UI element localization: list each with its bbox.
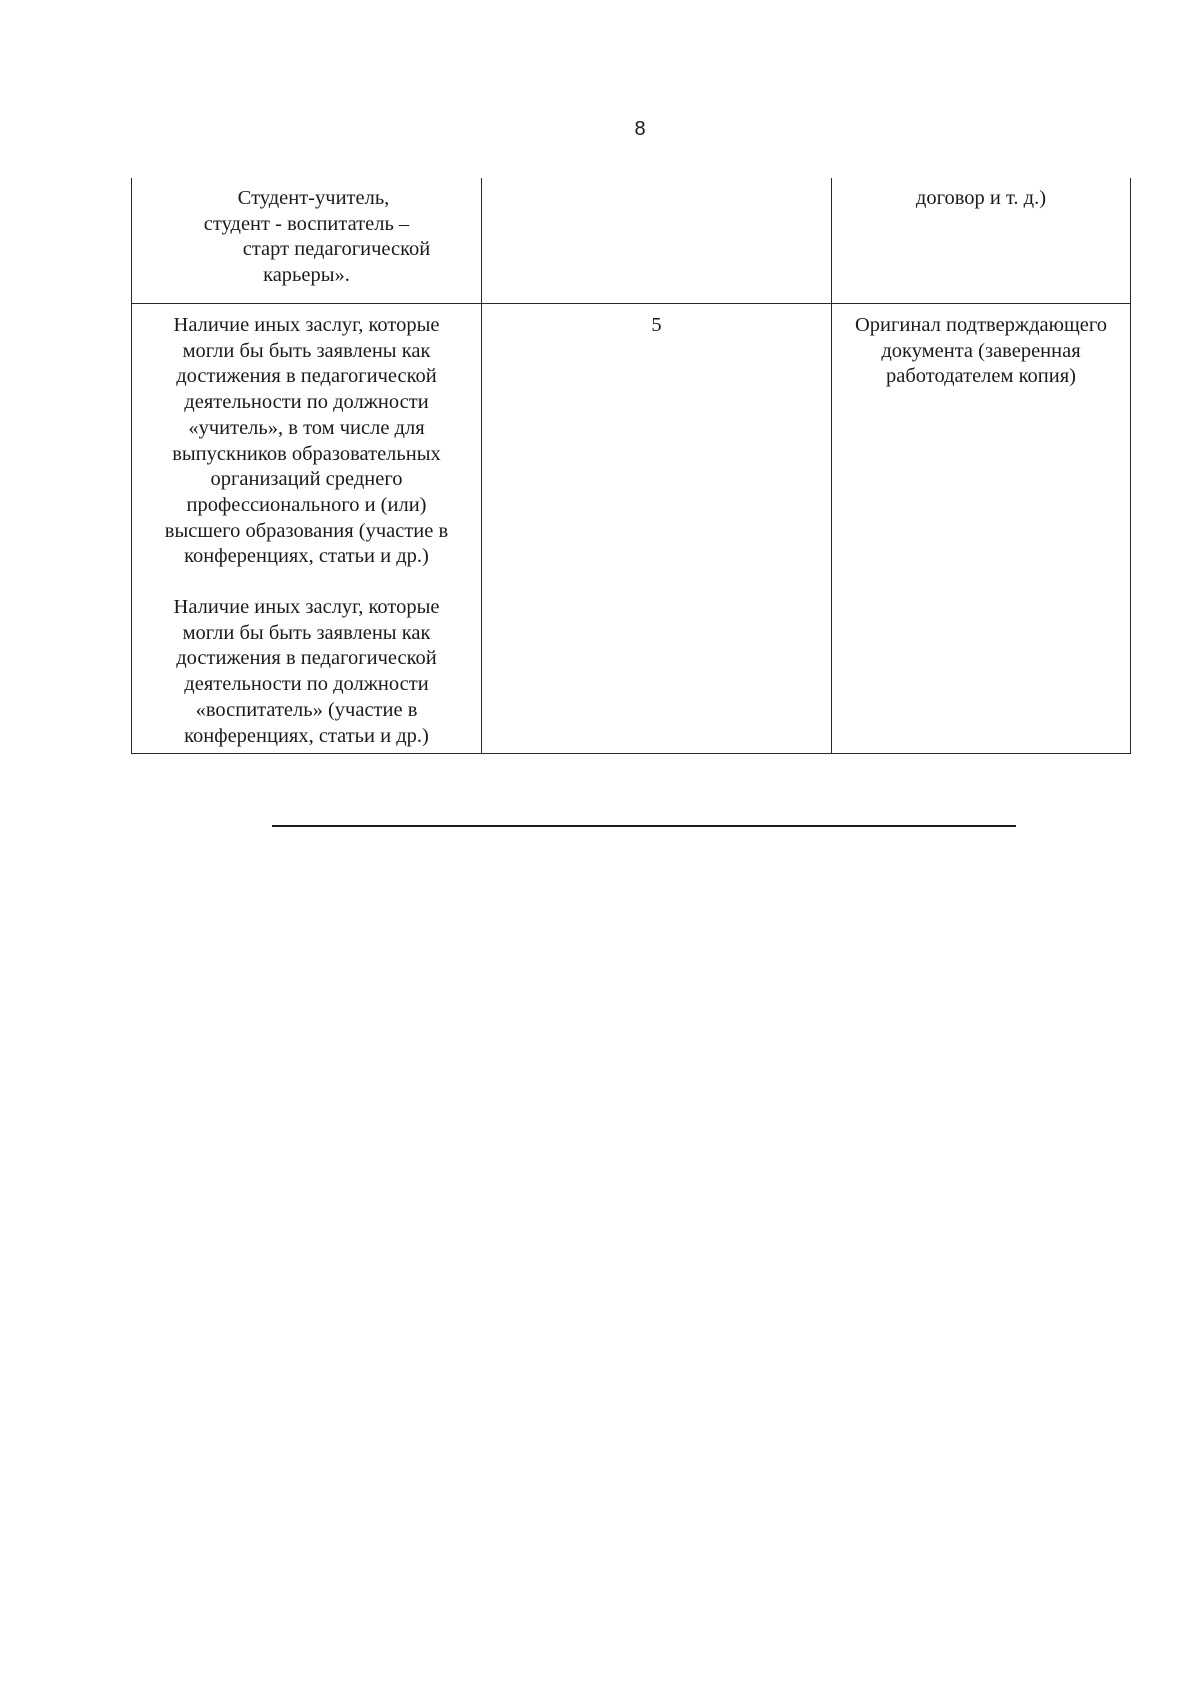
table-row — [132, 304, 1131, 754]
document-text: Оригинал подтверждающего документа (заверенная работодателем копия) — [855, 314, 1107, 388]
criterion-line: карьеры». — [263, 264, 350, 287]
criterion-line: старт педагогической — [242, 238, 431, 261]
criterion-teacher-text: Наличие иных заслуг, которые могли бы быть заявлены как достижения в педагогической деятельности по должности «учитель», в том числе для выпускников образовательных организаций среднего профессионального и (или) высшего образования (участие в конференциях, статьи и др.) — [164, 314, 449, 568]
criterion-line: студент - воспитатель – — [203, 212, 410, 235]
document-cell — [832, 304, 1131, 754]
page-number: 8 — [634, 118, 646, 140]
document-cell: договор и т. д.) — [832, 178, 1131, 304]
points-cell — [482, 178, 832, 304]
criterion-educator-text: Наличие иных заслуг, которые могли бы быть заявлены как достижения в педагогической деятельности по должности «воспитатель» (участие в конференциях, статьи и др.) — [173, 596, 440, 747]
criterion-cell — [132, 304, 482, 754]
points-cell: 5 — [482, 304, 832, 754]
criterion-line: Студент-учитель, — [237, 187, 390, 209]
end-rule — [272, 825, 1016, 827]
criterion-cell — [132, 178, 482, 304]
criteria-table — [131, 178, 1131, 754]
table-row — [132, 178, 1131, 304]
